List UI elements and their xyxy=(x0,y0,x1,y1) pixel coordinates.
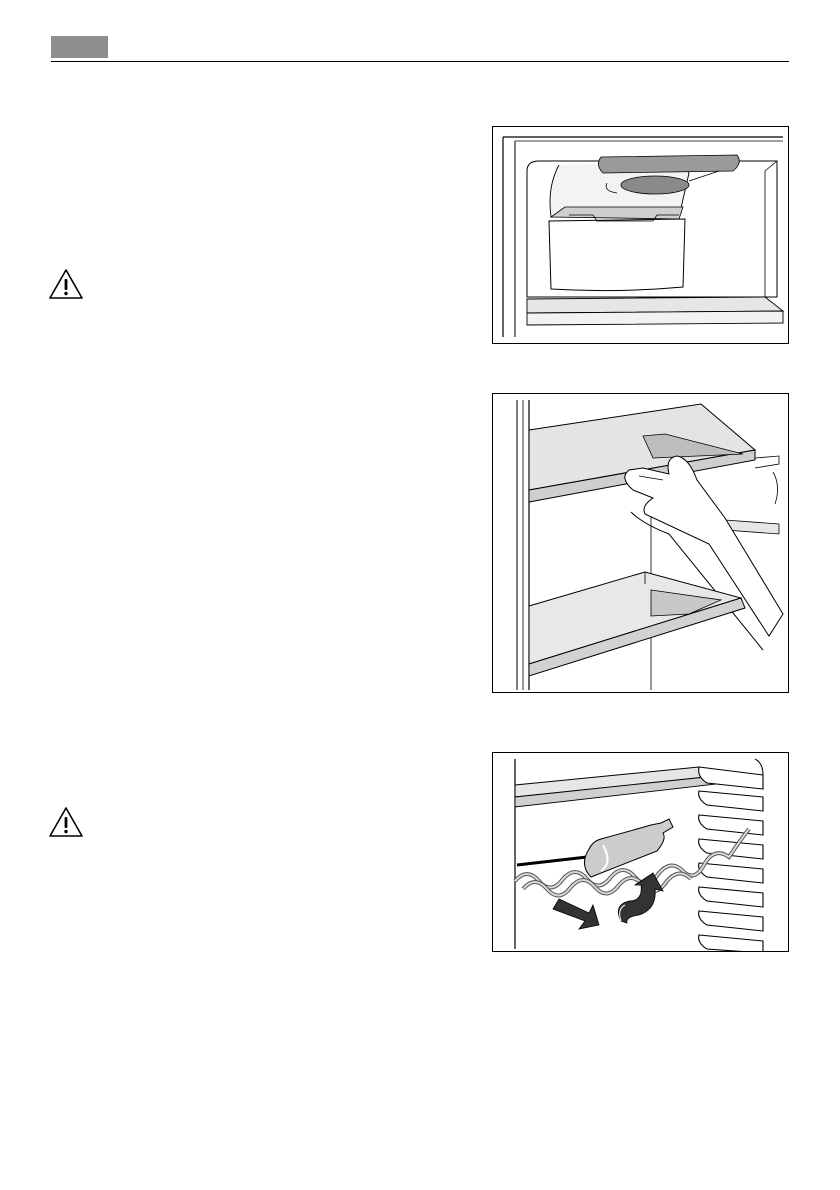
freezer-compartment-illustration xyxy=(492,126,789,344)
header-rule xyxy=(51,61,789,62)
warning-triangle-icon xyxy=(48,806,84,838)
shelf-removal-illustration xyxy=(492,393,789,693)
warning-triangle-icon xyxy=(48,268,84,300)
header-tab xyxy=(51,36,108,58)
bottle-rack-illustration xyxy=(492,752,789,952)
